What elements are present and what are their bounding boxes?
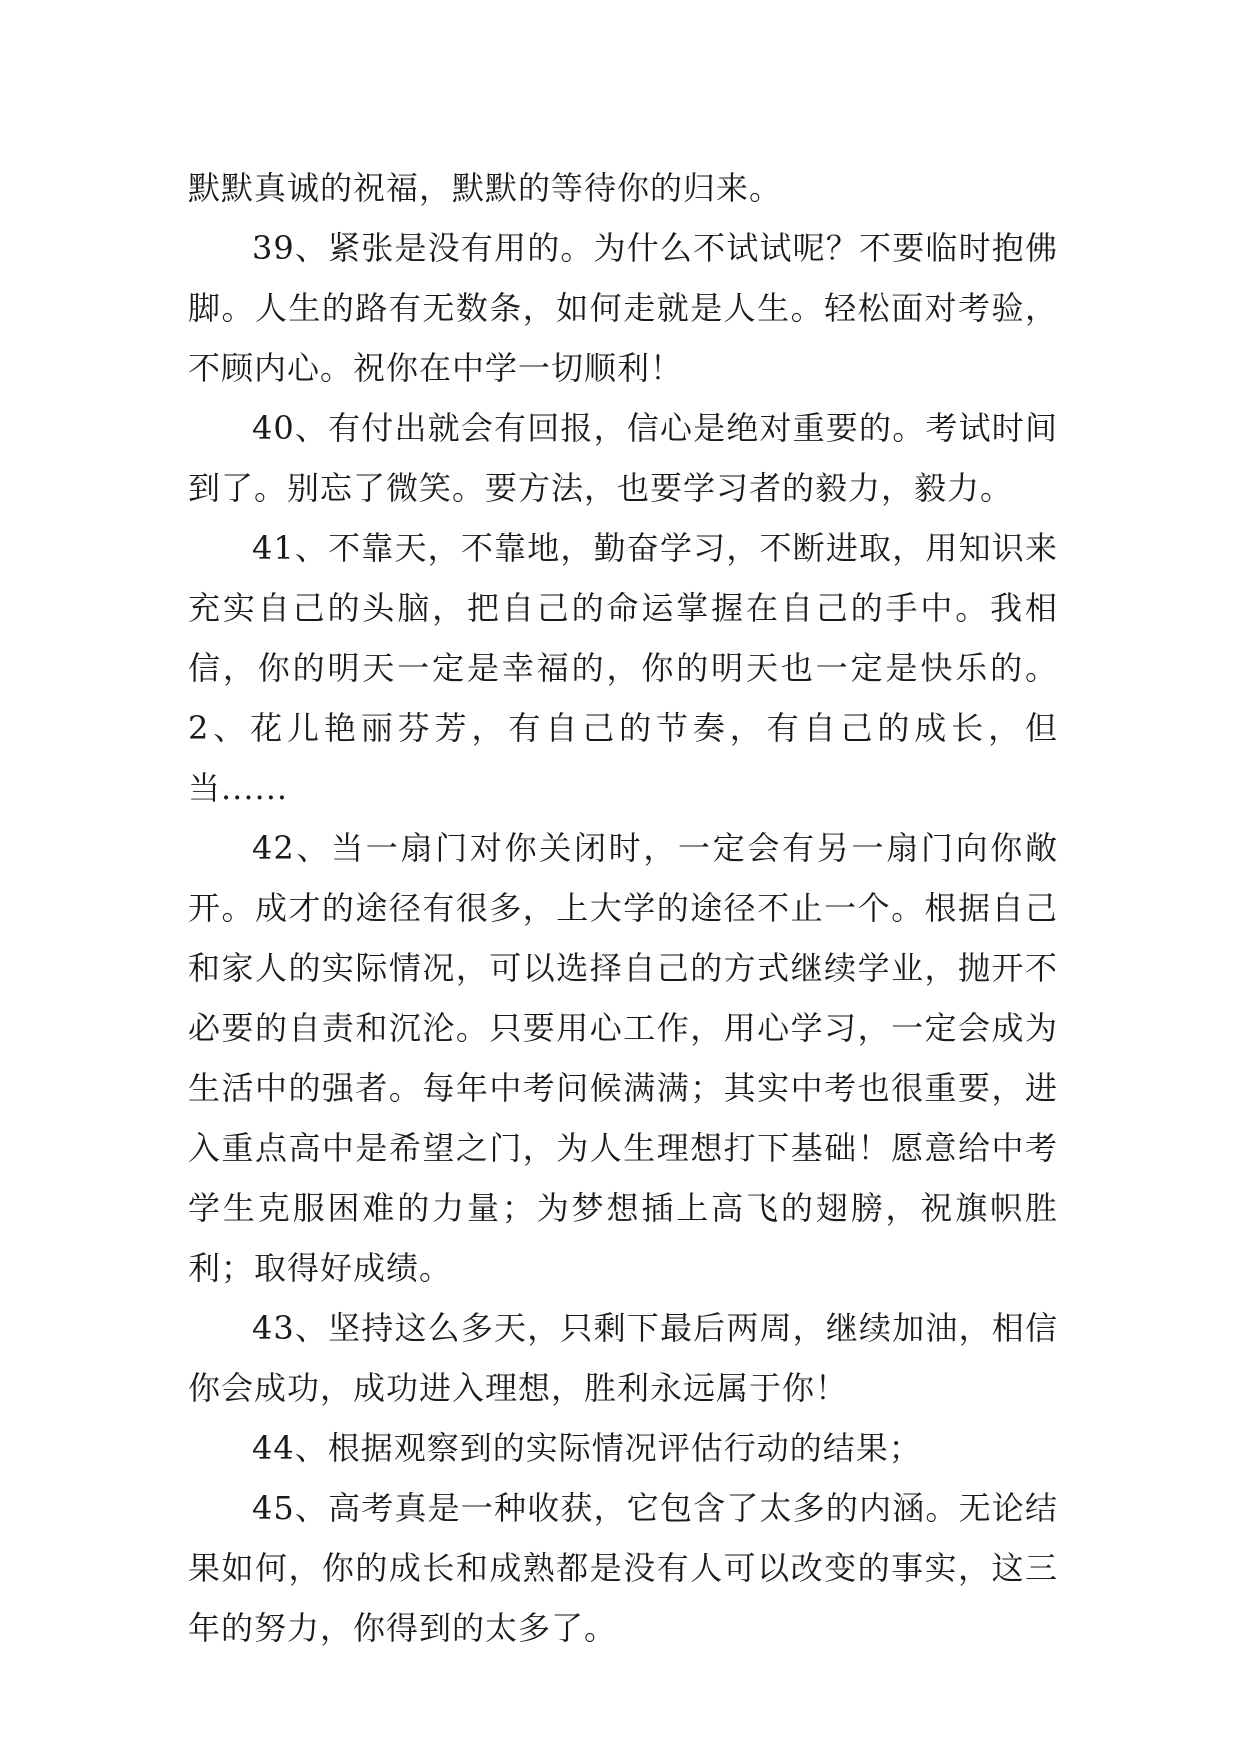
paragraph-44: 44、根据观察到的实际情况评估行动的结果； xyxy=(252,1429,922,1467)
paragraph-continuation: 默默真诚的祝福，默默的等待你的归来。 xyxy=(188,169,783,207)
paragraph-40: 40、有付出就会有回报，信心是绝对重要的。考试时间到了。别忘了微笑。要方法，也要学习者的毅力，毅力。 xyxy=(188,409,1058,507)
paragraph-39: 39、紧张是没有用的。为什么不试试呢？不要临时抱佛脚。人生的路有无数条，如何走就是人生。轻松面对考验，不顾内心。祝你在中学一切顺利！ xyxy=(188,229,1058,387)
paragraph-43: 43、坚持这么多天，只剩下最后两周，继续加油，相信你会成功，成功进入理想，胜利永远属于你！ xyxy=(188,1309,1058,1407)
paragraph-42: 42、当一扇门对你关闭时，一定会有另一扇门向你敞开。成才的途径有很多，上大学的途径不止一个。根据自己和家人的实际情况，可以选择自己的方式继续学业，抛开不必要的自责和沉沦。只要用心工作，用心学习，一定会成为生活中的强者。每年中考问候满满；其实中考也很重要，进入重点高中是希望之门，为人生理想打下基础！愿意给中考学生克服困难的力量；为梦想插上高飞的翅膀，祝旗帜胜利；取得好成绩。 xyxy=(188,829,1058,1287)
paragraph-45: 45、高考真是一种收获，它包含了太多的内涵。无论结果如何，你的成长和成熟都是没有人可以改变的事实，这三年的努力，你得到的太多了。 xyxy=(188,1489,1058,1647)
document-body xyxy=(188,158,1058,1658)
paragraph-41: 41、不靠天，不靠地，勤奋学习，不断进取，用知识来充实自己的头脑，把自己的命运掌握在自己的手中。我相信，你的明天一定是幸福的，你的明天也一定是快乐的。2、花儿艳丽芬芳，有自己的节奏，有自己的成长，但当...... xyxy=(188,529,1058,807)
